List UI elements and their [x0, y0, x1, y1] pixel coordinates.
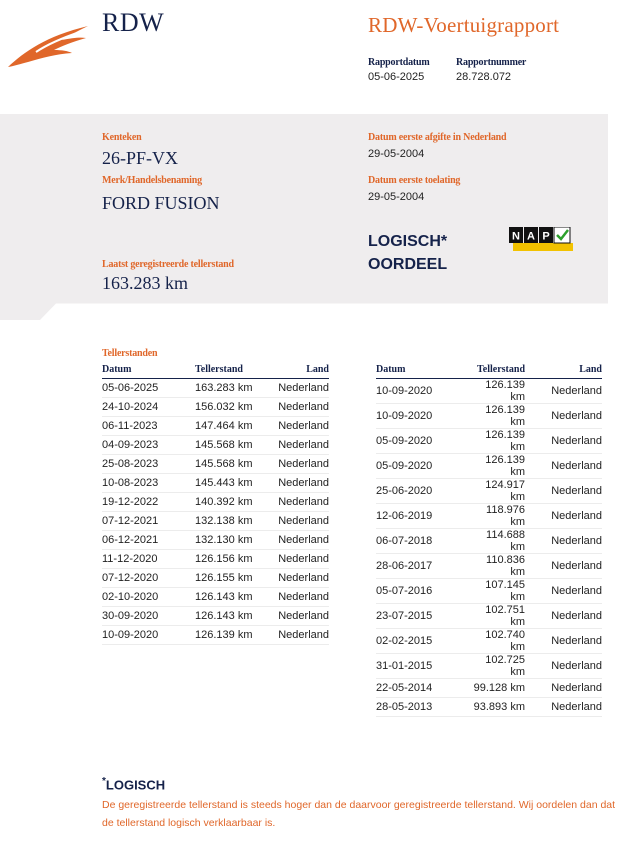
table-row [376, 679, 602, 698]
readings-table-right [376, 363, 602, 717]
reading-value: 132.130 km [195, 531, 265, 550]
reading-value: 132.138 km [195, 512, 265, 531]
reading-value: 126.139 km [469, 404, 525, 429]
reading-date: 05-09-2020 [376, 454, 469, 479]
table-row [376, 698, 602, 717]
reading-value: 110.836 km [469, 554, 525, 579]
reading-country: Nederland [525, 654, 602, 679]
reading-country: Nederland [525, 529, 602, 554]
reading-value: 102.725 km [469, 654, 525, 679]
reading-date: 25-08-2023 [102, 455, 195, 474]
col-reading-header: Tellerstand [195, 363, 265, 379]
reading-value: 107.145 km [469, 579, 525, 604]
verdict-line-1: LOGISCH* [368, 233, 448, 250]
table-row [376, 379, 602, 404]
reading-date: 28-05-2013 [376, 698, 469, 717]
readings-title: Tellerstanden [102, 348, 158, 359]
rdw-logo-icon [6, 22, 90, 70]
reading-value: 145.568 km [195, 455, 265, 474]
nap-badge-icon [509, 227, 575, 253]
col-country-header: Land [525, 363, 602, 379]
reading-date: 06-12-2021 [102, 531, 195, 550]
table-row [376, 629, 602, 654]
odometer-label: Laatst geregistreerde tellerstand [102, 259, 234, 270]
reading-country: Nederland [265, 626, 329, 645]
reading-value: 126.139 km [469, 379, 525, 404]
reading-value: 126.143 km [195, 607, 265, 626]
plate-label: Kenteken [102, 132, 142, 143]
reading-date: 24-10-2024 [102, 398, 195, 417]
reading-date: 31-01-2015 [376, 654, 469, 679]
table-row [102, 607, 329, 626]
reading-country: Nederland [525, 454, 602, 479]
table-row [376, 429, 602, 454]
reading-value: 156.032 km [195, 398, 265, 417]
table-row [102, 455, 329, 474]
table-row [102, 550, 329, 569]
reading-value: 102.751 km [469, 604, 525, 629]
table-row [102, 588, 329, 607]
reading-country: Nederland [265, 417, 329, 436]
col-country-header: Land [265, 363, 329, 379]
reading-country: Nederland [525, 404, 602, 429]
table-row [102, 417, 329, 436]
reading-value: 126.139 km [469, 454, 525, 479]
reading-date: 28-06-2017 [376, 554, 469, 579]
reading-value: 102.740 km [469, 629, 525, 654]
table-row [102, 436, 329, 455]
reading-country: Nederland [265, 455, 329, 474]
reading-country: Nederland [265, 398, 329, 417]
reading-country: Nederland [525, 604, 602, 629]
report-date-label: Rapportdatum [368, 57, 430, 68]
reading-country: Nederland [525, 679, 602, 698]
make-label: Merk/Handelsbenaming [102, 175, 202, 186]
report-title: RDW-Voertuigrapport [368, 13, 560, 37]
odometer-value: 163.283 km [102, 273, 189, 293]
reading-value: 124.917 km [469, 479, 525, 504]
reading-value: 145.568 km [195, 436, 265, 455]
reading-country: Nederland [525, 629, 602, 654]
readings-table-left [102, 363, 329, 645]
reading-country: Nederland [265, 493, 329, 512]
nap-letter-a: A [527, 230, 535, 243]
reading-value: 114.688 km [469, 529, 525, 554]
table-row [102, 379, 329, 398]
reading-country: Nederland [265, 512, 329, 531]
reading-country: Nederland [525, 429, 602, 454]
col-date-header: Datum [376, 363, 469, 379]
reading-country: Nederland [525, 698, 602, 717]
report-number: 28.728.072 [456, 71, 512, 83]
reading-value: 126.139 km [195, 626, 265, 645]
reading-country: Nederland [265, 607, 329, 626]
reading-value: 126.155 km [195, 569, 265, 588]
reading-value: 147.464 km [195, 417, 265, 436]
make-value: FORD FUSION [102, 193, 220, 213]
table-row [376, 504, 602, 529]
reading-date: 05-09-2020 [376, 429, 469, 454]
table-row [102, 531, 329, 550]
col-date-header: Datum [102, 363, 195, 379]
report-number-label: Rapportnummer [456, 57, 527, 68]
reading-country: Nederland [525, 379, 602, 404]
reading-value: 93.893 km [469, 698, 525, 717]
reading-date: 12-06-2019 [376, 504, 469, 529]
reading-date: 06-07-2018 [376, 529, 469, 554]
reading-date: 02-10-2020 [102, 588, 195, 607]
table-row [102, 512, 329, 531]
table-row [102, 626, 329, 645]
table-row [376, 579, 602, 604]
table-row [102, 493, 329, 512]
footnote-marker: * [102, 776, 106, 787]
reading-country: Nederland [525, 504, 602, 529]
reading-date: 10-09-2020 [102, 626, 195, 645]
first-nl-date: 29-05-2004 [368, 148, 425, 160]
reading-value: 145.443 km [195, 474, 265, 493]
table-row [376, 454, 602, 479]
reading-date: 23-07-2015 [376, 604, 469, 629]
reading-date: 30-09-2020 [102, 607, 195, 626]
reading-value: 126.143 km [195, 588, 265, 607]
table-row [376, 604, 602, 629]
table-row [102, 569, 329, 588]
verdict-line-2: OORDEEL [368, 256, 448, 273]
reading-value: 126.139 km [469, 429, 525, 454]
verdict [368, 230, 447, 276]
table-row [376, 479, 602, 504]
reading-value: 163.283 km [195, 379, 265, 398]
vehicle-summary-band [0, 114, 608, 320]
table-row [376, 654, 602, 679]
reading-date: 10-08-2023 [102, 474, 195, 493]
plate-value: 26-PF-VX [102, 148, 179, 168]
reading-country: Nederland [265, 588, 329, 607]
table-row [102, 398, 329, 417]
reading-date: 06-11-2023 [102, 417, 195, 436]
first-admission-label: Datum eerste toelating [368, 175, 461, 186]
report-date: 05-06-2025 [368, 71, 425, 83]
reading-date: 05-07-2016 [376, 579, 469, 604]
table-row [376, 404, 602, 429]
table-row [102, 474, 329, 493]
reading-country: Nederland [265, 550, 329, 569]
reading-value: 126.156 km [195, 550, 265, 569]
reading-country: Nederland [525, 579, 602, 604]
reading-date: 07-12-2021 [102, 512, 195, 531]
reading-country: Nederland [525, 479, 602, 504]
reading-date: 10-09-2020 [376, 379, 469, 404]
table-row [376, 554, 602, 579]
reading-date: 04-09-2023 [102, 436, 195, 455]
reading-date: 22-05-2014 [376, 679, 469, 698]
brand-name: RDW [102, 8, 165, 37]
reading-country: Nederland [265, 569, 329, 588]
first-admission-date: 29-05-2004 [368, 191, 425, 203]
col-reading-header: Tellerstand [469, 363, 525, 379]
nap-letter-p: P [542, 230, 550, 243]
reading-date: 19-12-2022 [102, 493, 195, 512]
first-nl-label: Datum eerste afgifte in Nederland [368, 132, 507, 143]
footnote-title-text: LOGISCH [105, 777, 166, 793]
reading-date: 07-12-2020 [102, 569, 195, 588]
reading-country: Nederland [265, 531, 329, 550]
reading-country: Nederland [265, 436, 329, 455]
reading-value: 118.976 km [469, 504, 525, 529]
reading-value: 99.128 km [469, 679, 525, 698]
reading-date: 25-06-2020 [376, 479, 469, 504]
table-row [376, 529, 602, 554]
nap-letter-n: N [512, 230, 520, 243]
reading-country: Nederland [265, 474, 329, 493]
reading-value: 140.392 km [195, 493, 265, 512]
reading-date: 11-12-2020 [102, 550, 195, 569]
footnote-title [102, 776, 165, 792]
footnote-text: De geregistreerde tellerstand is steeds hoger dan de daarvoor geregistreerde tellerstand. Wij oordelen dan dat de tellerstand logisch verklaarbaar is. [102, 799, 616, 829]
reading-date: 05-06-2025 [102, 379, 195, 398]
reading-country: Nederland [525, 554, 602, 579]
reading-date: 10-09-2020 [376, 404, 469, 429]
reading-date: 02-02-2015 [376, 629, 469, 654]
reading-country: Nederland [265, 379, 329, 398]
